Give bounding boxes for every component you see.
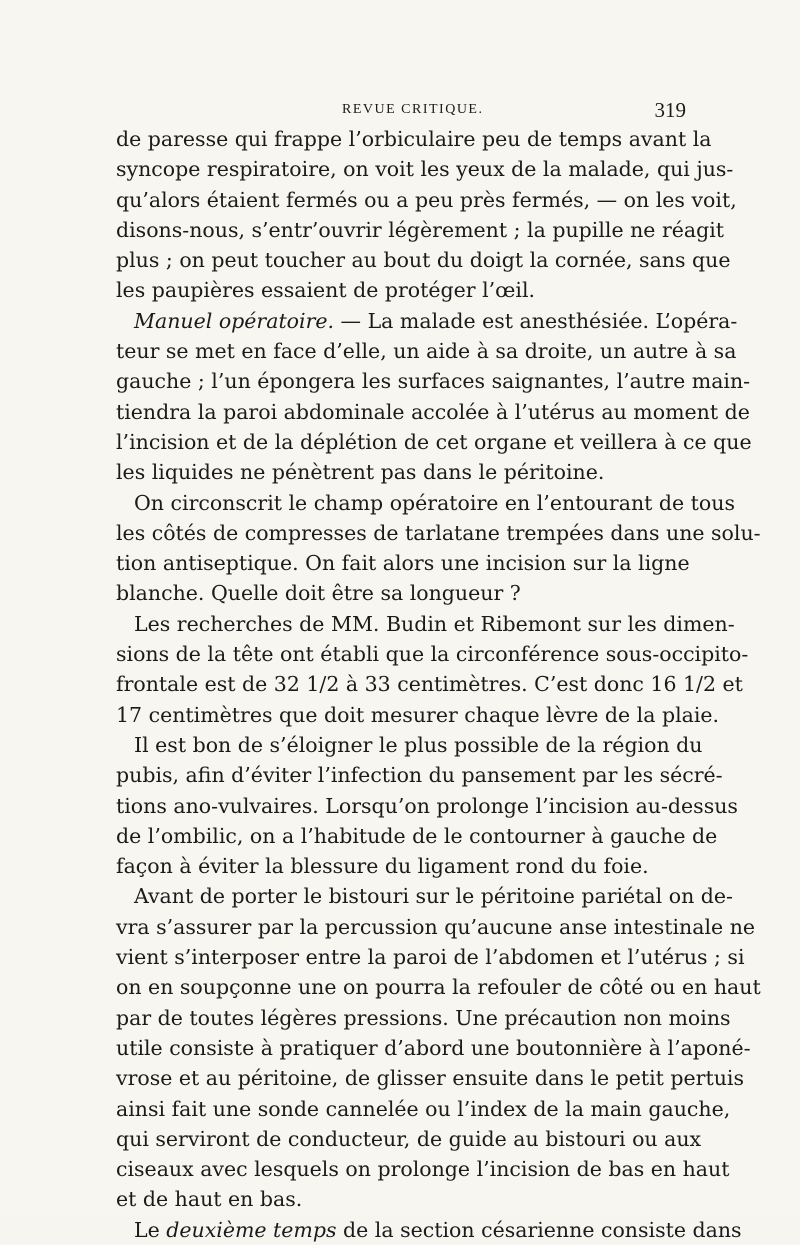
text-line: 17 centimètres que doit mesurer chaque lèvre de la plaie. [116,702,720,727]
body-text [116,124,761,1245]
text-line: l’incision et de la déplétion de cet organe et veillera à ce que [116,429,752,454]
text-fragment: — La malade est anesthésiée. L’opéra- [334,308,738,333]
text-line: vient s’interposer entre la paroi de l’abdomen et l’utérus ; si [116,945,745,970]
text-line: disons-nous, s’entr’ouvrir légèrement ; la pupille ne réagit [116,217,725,242]
paragraph-lead-line [116,309,737,333]
text-line: Avant de porter le bistouri sur le péritoine pariétal on de- [134,884,733,909]
text-fragment: de la section césarienne consiste dans [336,1217,742,1242]
text-line: les côtés de compresses de tarlatane trempées dans une solu- [116,520,761,545]
text-line: blanche. Quelle doit être sa longueur ? [116,581,521,606]
text-line: façon à éviter la blessure du ligament rond du foie. [116,854,649,879]
text-line: On circonscrit le champ opératoire en l’entourant de tous [134,490,735,515]
text-line: et de haut en bas. [116,1187,303,1212]
running-head [116,98,686,122]
text-line: frontale est de 32 1/2 à 33 centimètres. C’est donc 16 1/2 et [116,672,743,697]
text-line: sions de la tête ont établi que la circonférence sous-occipito- [116,642,749,667]
text-line: de paresse qui frappe l’orbiculaire peu de temps avant la [116,127,712,151]
text-line: ainsi fait une sonde cannelée ou l’index de la main gauche, [116,1096,731,1121]
text-line: syncope respiratoire, on voit les yeux de la malade, qui jus- [116,157,734,182]
text-line: Les recherches de MM. Budin et Ribemont sur les dimen- [134,611,735,636]
text-line: pubis, afin d’éviter l’infection du pansement par les sécré- [116,763,723,788]
text-line: vra s’assurer par la percussion qu’aucune anse intestinale ne [116,914,756,939]
text-line: on en soupçonne une on pourra la refouler de côté ou en haut [116,975,761,1000]
text-line: Il est bon de s’éloigner le plus possible de la région du [134,732,703,757]
running-title: REVUE CRITIQUE. [342,102,484,117]
text-line: par de toutes légères pressions. Une précaution non moins [116,1005,731,1030]
text-line: plus ; on peut toucher au bout du doigt la cornée, sans que [116,248,731,273]
text-line: qui serviront de conducteur, de guide au bistouri ou aux [116,1126,702,1151]
text-fragment: Le [134,1217,167,1242]
paragraph-lead-line [116,1218,742,1242]
text-line: tiendra la paroi abdominale accolée à l’utérus au moment de [116,399,750,424]
text-line: utile consiste à pratiquer d’abord une boutonnière à l’aponé- [116,1035,751,1060]
text-line: tion antiseptique. On fait alors une incision sur la ligne [116,551,690,576]
text-line: tions ano-vulvaires. Lorsqu’on prolonge l’incision au-dessus [116,793,738,818]
emphasis-text: deuxième temps [166,1217,337,1242]
text-line: de l’ombilic, on a l’habitude de le contourner à gauche de [116,823,718,848]
text-line: ciseaux avec lesquels on prolonge l’incision de bas en haut [116,1157,730,1182]
page-number: 319 [654,98,686,122]
text-line: les paupières essaient de protéger l’œil. [116,278,536,303]
text-line: qu’alors étaient fermés ou a peu près fermés, — on les voit, [116,187,737,212]
text-line: les liquides ne pénètrent pas dans le péritoine. [116,460,605,485]
text-line: teur se met en face d’elle, un aide à sa droite, un autre à sa [116,339,737,364]
section-heading: Manuel opératoire. [134,308,335,333]
text-line: gauche ; l’un épongera les surfaces saignantes, l’autre main- [116,369,751,394]
text-line: vrose et au péritoine, de glisser ensuite dans le petit pertuis [116,1066,744,1091]
